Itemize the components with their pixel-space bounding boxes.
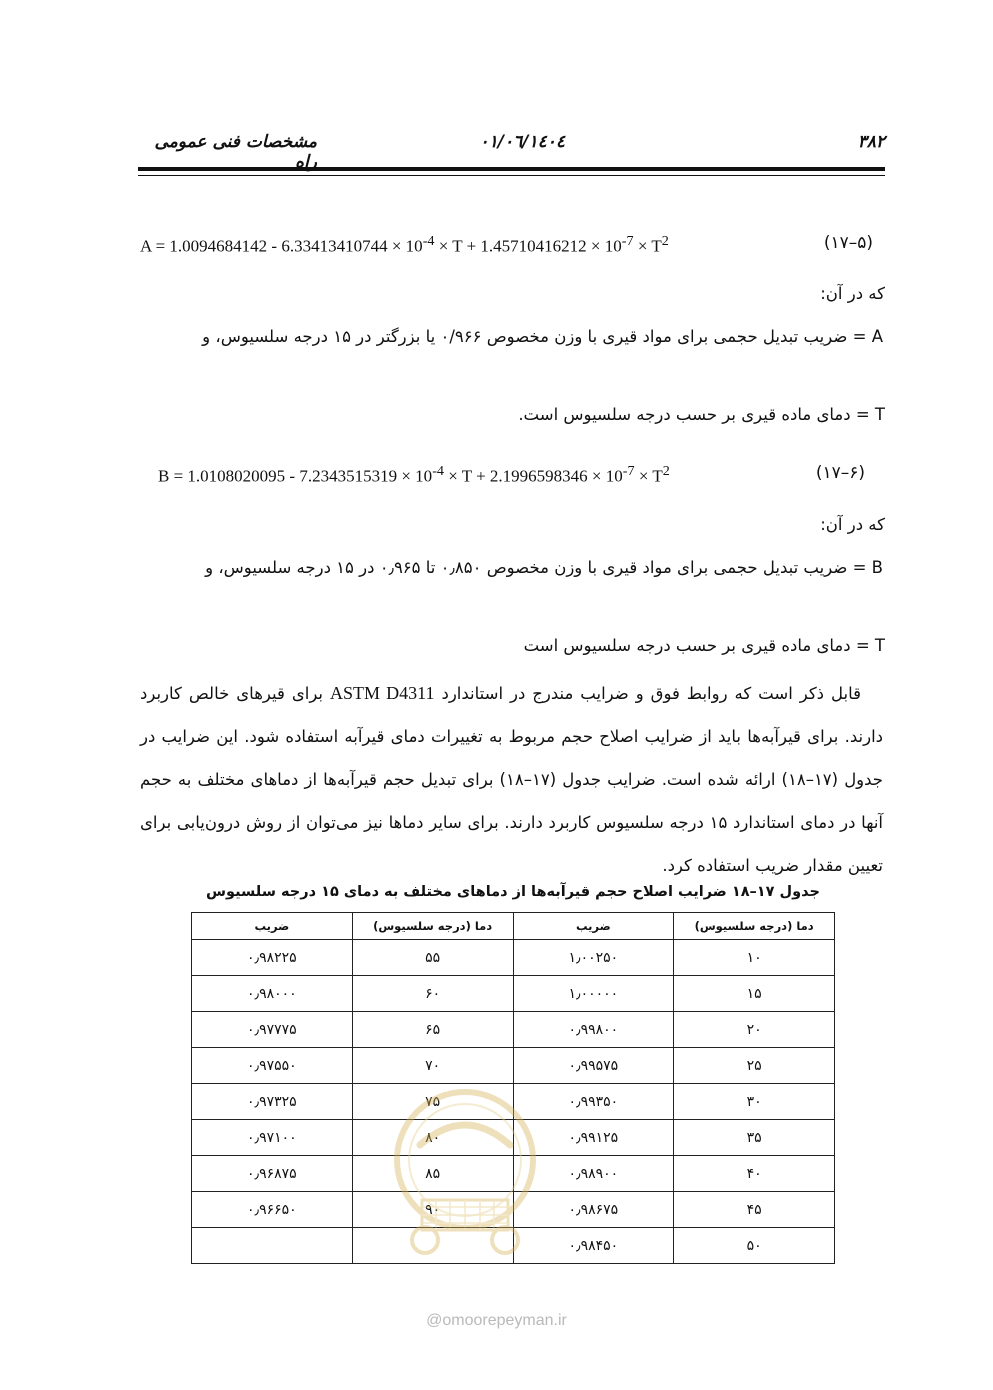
watermark-text: @omoorepeyman.ir [426,1312,567,1329]
at-icon: @ [426,1312,443,1329]
watermark-logo-icon [380,1075,550,1265]
coef-cell: ۱٫۰۰۲۵۰ [513,940,674,976]
temp-cell: ۴۵ [674,1192,835,1228]
table-caption: جدول ۱۷–۱۸ ضرایب اصلاح حجم قیرآبه‌ها از دماهای مختلف به دمای ۱۵ درجه سلسیوس [206,884,820,900]
header-date: ۱٤۰٤/۰٦/۰۱ [479,132,565,152]
coef-cell: ۰٫۹۸۰۰۰ [192,976,353,1012]
body-paragraph: قابل ذکر است که روابط فوق و ضرایب مندرج در استاندارد ASTM D4311 برای قیرهای خالص کاربرد دارند. برای قیرآبه‌ها باید از ضرایب اصلاح حجم مربوط به تغییرات دمای قیرآبه استفاده شود. این ضرایب در جدول (۱۷–۱۸) ارائه شده است. ضرایب جدول (۱۷–۱۸) برای تبدیل حجم قیرآبه‌ها از دماهای مختلف به حجم آنها در دمای استاندارد ۱۵ درجه سلسیوس کاربرد دارند. برای سایر دماها نیز می‌توان از روش درون‌یابی برای تعیین مقدار ضریب استفاده کرد. [140,683,884,875]
page-number: ۳۸۲ [857,132,885,152]
temp-cell: ۸۰ [352,1120,513,1156]
temp-cell: ۶۰ [352,976,513,1012]
coef-cell: ۰٫۹۷۳۲۵ [192,1084,353,1120]
header-coef-1: ضریب [513,913,674,940]
coef-cell: ۰٫۹۷۵۵۰ [192,1048,353,1084]
coef-cell: ۱٫۰۰۰۰۰ [513,976,674,1012]
equation-b-number: (۶–۱۷) [815,463,865,483]
coef-cell: ۰٫۹۹۵۷۵ [513,1048,674,1084]
coef-cell: ۰٫۹۸۹۰۰ [513,1156,674,1192]
coef-cell: ۰٫۹۹۱۲۵ [513,1120,674,1156]
coef-cell: ۰٫۹۹۸۰۰ [513,1012,674,1048]
coef-cell [192,1228,353,1264]
coef-cell: ۰٫۹۶۶۵۰ [192,1192,353,1228]
b-definition: B = ضریب تبدیل حجمی برای مواد قیری با وزن مخصوص ۰٫۸۵۰ تا ۰٫۹۶۵ در ۱۵ درجه سلسیوس، و [205,558,883,577]
coef-cell: ۰٫۹۶۸۷۵ [192,1156,353,1192]
header-rule-thick [138,167,885,171]
coef-cell: ۰٫۹۸۶۷۵ [513,1192,674,1228]
temp-cell: ۲۰ [674,1012,835,1048]
table-row [192,940,835,976]
coef-cell: ۰٫۹۸۴۵۰ [513,1228,674,1264]
standard-code: ASTM D4311 [329,683,435,703]
table-row [192,1012,835,1048]
temp-cell: ۷۵ [352,1084,513,1120]
coef-cell: ۰٫۹۷۷۷۵ [192,1012,353,1048]
table-row [192,976,835,1012]
where-label-1: که در آن: [820,284,885,303]
temp-cell: ۳۵ [674,1120,835,1156]
temp-cell: ۵۵ [352,940,513,976]
temp-cell: ۶۵ [352,1012,513,1048]
coef-cell: ۰٫۹۸۲۲۵ [192,940,353,976]
temp-cell: ۸۵ [352,1156,513,1192]
t-definition-2: T = دمای ماده قیری بر حسب درجه سلسیوس است [523,636,885,655]
coef-cell: ۰٫۹۹۳۵۰ [513,1084,674,1120]
temp-cell: ۴۰ [674,1156,835,1192]
temp-cell: ۱۵ [674,976,835,1012]
equation-a-number: (۵–۱۷) [823,233,873,253]
temp-cell: ۱۰ [674,940,835,976]
header-title: مشخصات فنی عمومی راه [154,132,317,172]
temp-cell: ۲۵ [674,1048,835,1084]
header-coef-2: ضریب [192,913,353,940]
temp-cell: ۷۰ [352,1048,513,1084]
temp-cell: ۹۰ [352,1192,513,1228]
running-header [138,128,885,172]
table-header-row [192,913,835,940]
equation-a: $A = 1.0094684142 - 6.33413410744 \times 10^{-4} \times T + 1.45710416212 \times 10^{-7} \times T^2$ [140,233,669,256]
temp-cell: ۳۰ [674,1084,835,1120]
equation-b: $B = 1.0108020095 - 7.2343515319 \times 10^{-4} \times T + 2.1996598346 \times 10^{-7} \times T^2$ [158,463,670,486]
header-temp-1: دما (درجه سلسیوس) [674,913,835,940]
a-definition: A = ضریب تبدیل حجمی برای مواد قیری با وزن مخصوص ۰/۹۶۶ یا بزرگتر در ۱۵ درجه سلسیوس، و [202,327,883,346]
header-temp-2: دما (درجه سلسیوس) [352,913,513,940]
t-definition-1: T = دمای ماده قیری بر حسب درجه سلسیوس است. [518,405,885,424]
header-rule-thin [138,175,885,176]
coef-cell: ۰٫۹۷۱۰۰ [192,1120,353,1156]
temp-cell: ۵۰ [674,1228,835,1264]
where-label-2: که در آن: [820,515,885,534]
